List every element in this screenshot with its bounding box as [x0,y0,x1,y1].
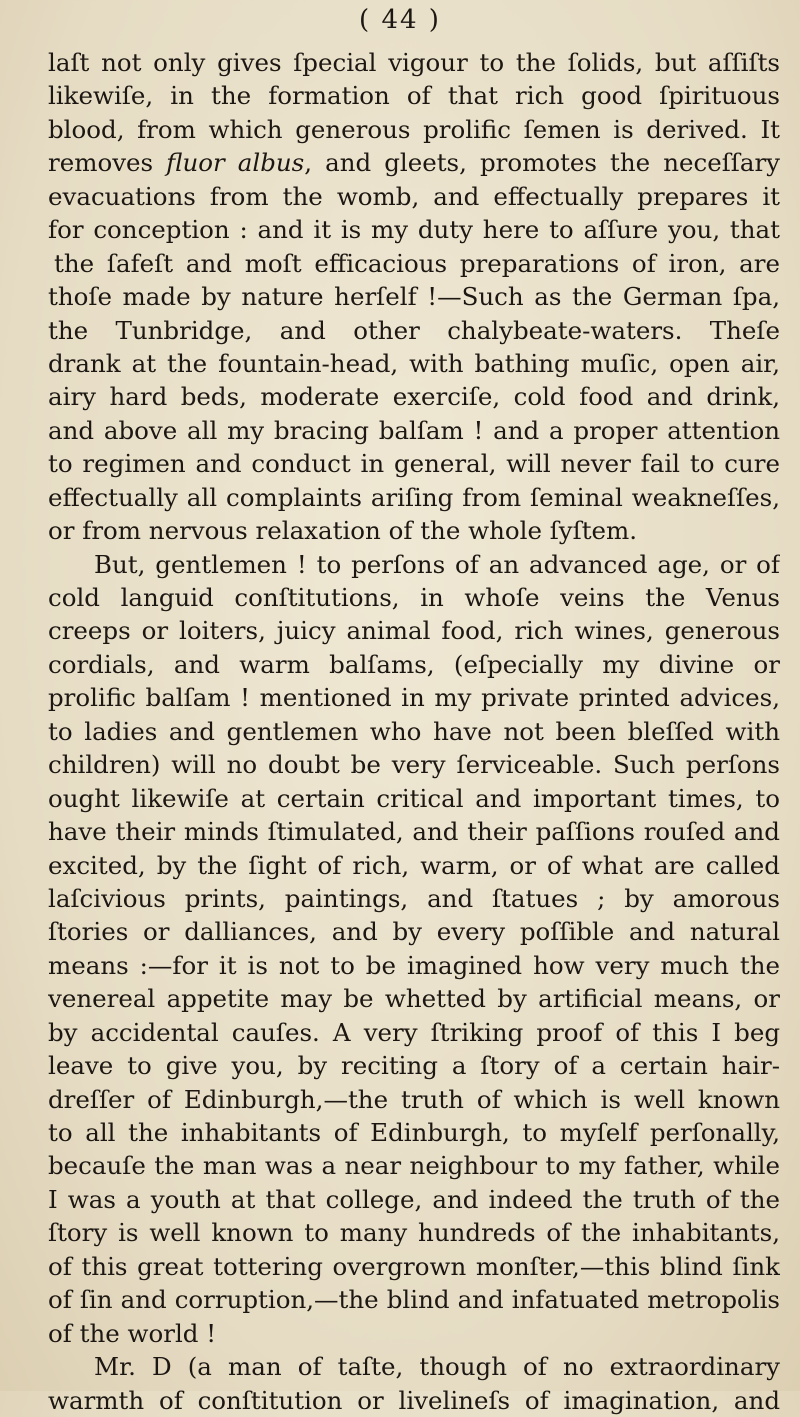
text-line: ſtories or dalliances, and by every poſſible and natural [48,917,780,947]
text-line: of ſin and corruption,—the blind and infatuated metropolis [48,1285,780,1315]
text-line: warmth of conſtitution or livelineſs of imagination, and [48,1385,780,1415]
text-line: have their minds ſtimulated, and their paſſions rouſed and [48,817,780,847]
text-line: laſcivious prints, paintings, and ſtatues ; by amorous [48,883,780,913]
text-line: cold languid conſtitutions, in whoſe veins the Venus [48,583,780,612]
body-text [48,46,780,1417]
text-line: to ladies and gentlemen who have not been bleſſed with [48,716,780,746]
text-line: airy hard beds, moderate exerciſe, cold food and drink, [48,382,780,412]
page-number: ( 44 ) [359,5,441,35]
text-line: thoſe made by nature herſelf !—Such as the German ſpa, [48,282,780,312]
paragraph-start-line: But, gentlemen ! to perſons of an advanced age, or of [94,549,780,579]
text-line: excited, by the ſight of rich, warm, or of what are called [48,850,780,880]
text-line: the ſafeſt and moſt efficacious preparations of iron, are [54,248,780,278]
text-line: means :—for it is not to be imagined how very much the [48,950,780,980]
text-line: prolific balſam ! mentioned in my private printed advices, [48,683,780,713]
text-line: children) will no doubt be very ſerviceable. Such perſons [48,750,780,780]
text-line: leave to give you, by reciting a ſtory of a certain hair- [48,1051,780,1081]
text-line: for conception : and it is my duty here to aſſure you, that [48,215,780,245]
text-line: ought likewiſe at certain critical and important times, to [48,783,780,813]
text-line: drank at the fountain-head, with bathing muſic, open air, [48,348,780,378]
text-line: ſtory is well known to many hundreds of the inhabitants, [48,1218,780,1248]
text-line-italic: removes fluor albus, and gleets, promotes the neceſſary [48,148,780,178]
text-line: or from nervous relaxation of the whole ſyſtem. [48,516,638,546]
text-line: blood, from which generous prolific ſemen is derived. It [48,114,780,144]
text-line: to all the inhabitants of Edinburgh, to myſelf perſonally, [48,1118,780,1147]
text-line: laſt not only gives ſpecial vigour to the ſolids, but aſſiſts [48,48,780,77]
text-line: likewiſe, in the formation of that rich good ſpirituous [48,81,780,111]
paragraph-start-line: Mr. D (a man of taſte, though of no extraordinary [94,1352,780,1382]
text-line: becauſe the man was a near neighbour to my father, while [48,1151,780,1181]
text-line: evacuations from the womb, and effectually prepares it [48,181,780,211]
italic-term: fluor albus [166,148,305,178]
text-line: cordials, and warm balſams, (eſpecially my divine or [48,649,780,679]
text-line: to regimen and conduct in general, will never fail to cure [48,449,780,479]
text-line: of this great tottering overgrown monſter,—this blind ſink [48,1251,780,1281]
text-line: of the world ! [48,1318,217,1348]
text-line: dreſſer of Edinburgh,—the truth of which is well known [48,1084,780,1114]
text-line: and above all my bracing balſam ! and a proper attention [48,415,780,445]
text-line: the Tunbridge, and other chalybeate-waters. Theſe [48,315,780,345]
text-line: venereal appetite may be whetted by artificial means, or [48,984,780,1014]
text-line: I was a youth at that college, and indeed the truth of the [48,1184,780,1214]
text-line: by accidental cauſes. A very ſtriking proof of this I beg [48,1017,780,1047]
text-line: effectually all complaints ariſing from ſeminal weakneſſes, [48,482,780,512]
text-line: creeps or loiters, juicy animal food, rich wines, generous [48,616,780,646]
